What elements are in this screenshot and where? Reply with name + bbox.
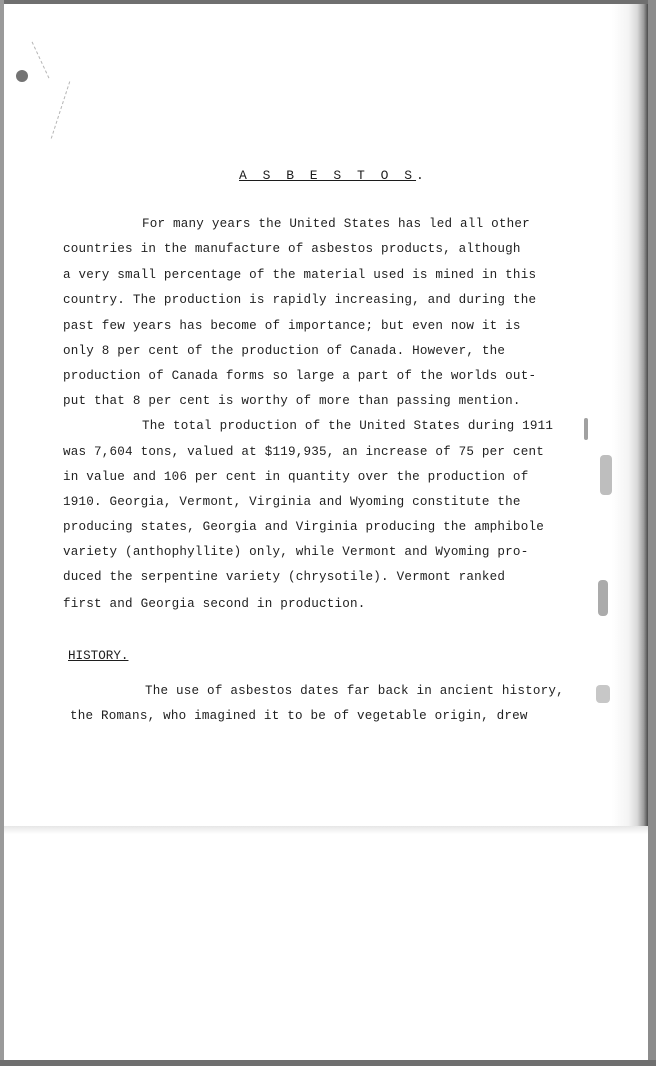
document-title (239, 168, 428, 183)
text-line: a very small percentage of the material used is mined in this (63, 268, 537, 282)
page-border-right (648, 0, 656, 1066)
text-line: For many years the United States has led all other (142, 217, 530, 231)
text-line: the Romans, who imagined it to be of vegetable origin, drew (70, 709, 528, 723)
margin-mark (600, 455, 612, 495)
page-border-top (0, 0, 656, 4)
margin-mark (598, 580, 608, 616)
text-line: production of Canada forms so large a part of the worlds out- (63, 369, 537, 383)
section-heading: HISTORY. (68, 649, 129, 663)
text-line: in value and 106 per cent in quantity over the production of (63, 470, 529, 484)
text-line: producing states, Georgia and Virginia producing the amphibole (63, 520, 544, 534)
text-line: 1910. Georgia, Vermont, Virginia and Wyoming constitute the (63, 495, 521, 509)
text-line: first and Georgia second in production. (63, 597, 366, 611)
text-line: country. The production is rapidly increasing, and during the (63, 293, 537, 307)
margin-mark (596, 685, 610, 703)
text-line: The total production of the United States during 1911 (142, 419, 554, 433)
text-line: countries in the manufacture of asbestos products, although (63, 242, 521, 256)
text-line: The use of asbestos dates far back in ancient history, (145, 684, 564, 698)
text-line: only 8 per cent of the production of Canada. However, the (63, 344, 506, 358)
page-border-left (0, 0, 4, 1066)
margin-mark (584, 418, 588, 440)
document-title-suffix: . (416, 168, 428, 183)
document-title-text: A S B E S T O S (239, 168, 417, 183)
text-line: was 7,604 tons, valued at $119,935, an increase of 75 per cent (63, 445, 544, 459)
scan-shadow-bottom (4, 826, 648, 834)
text-line: variety (anthophyllite) only, while Vermont and Wyoming pro- (63, 545, 529, 559)
page-border-bottom (0, 1060, 656, 1066)
ink-smudge (16, 70, 28, 82)
text-line: put that 8 per cent is worthy of more than passing mention. (63, 394, 521, 408)
text-line: past few years has become of importance; but even now it is (63, 319, 521, 333)
text-line: duced the serpentine variety (chrysotile). Vermont ranked (63, 570, 506, 584)
scan-shadow-edge (612, 4, 648, 830)
